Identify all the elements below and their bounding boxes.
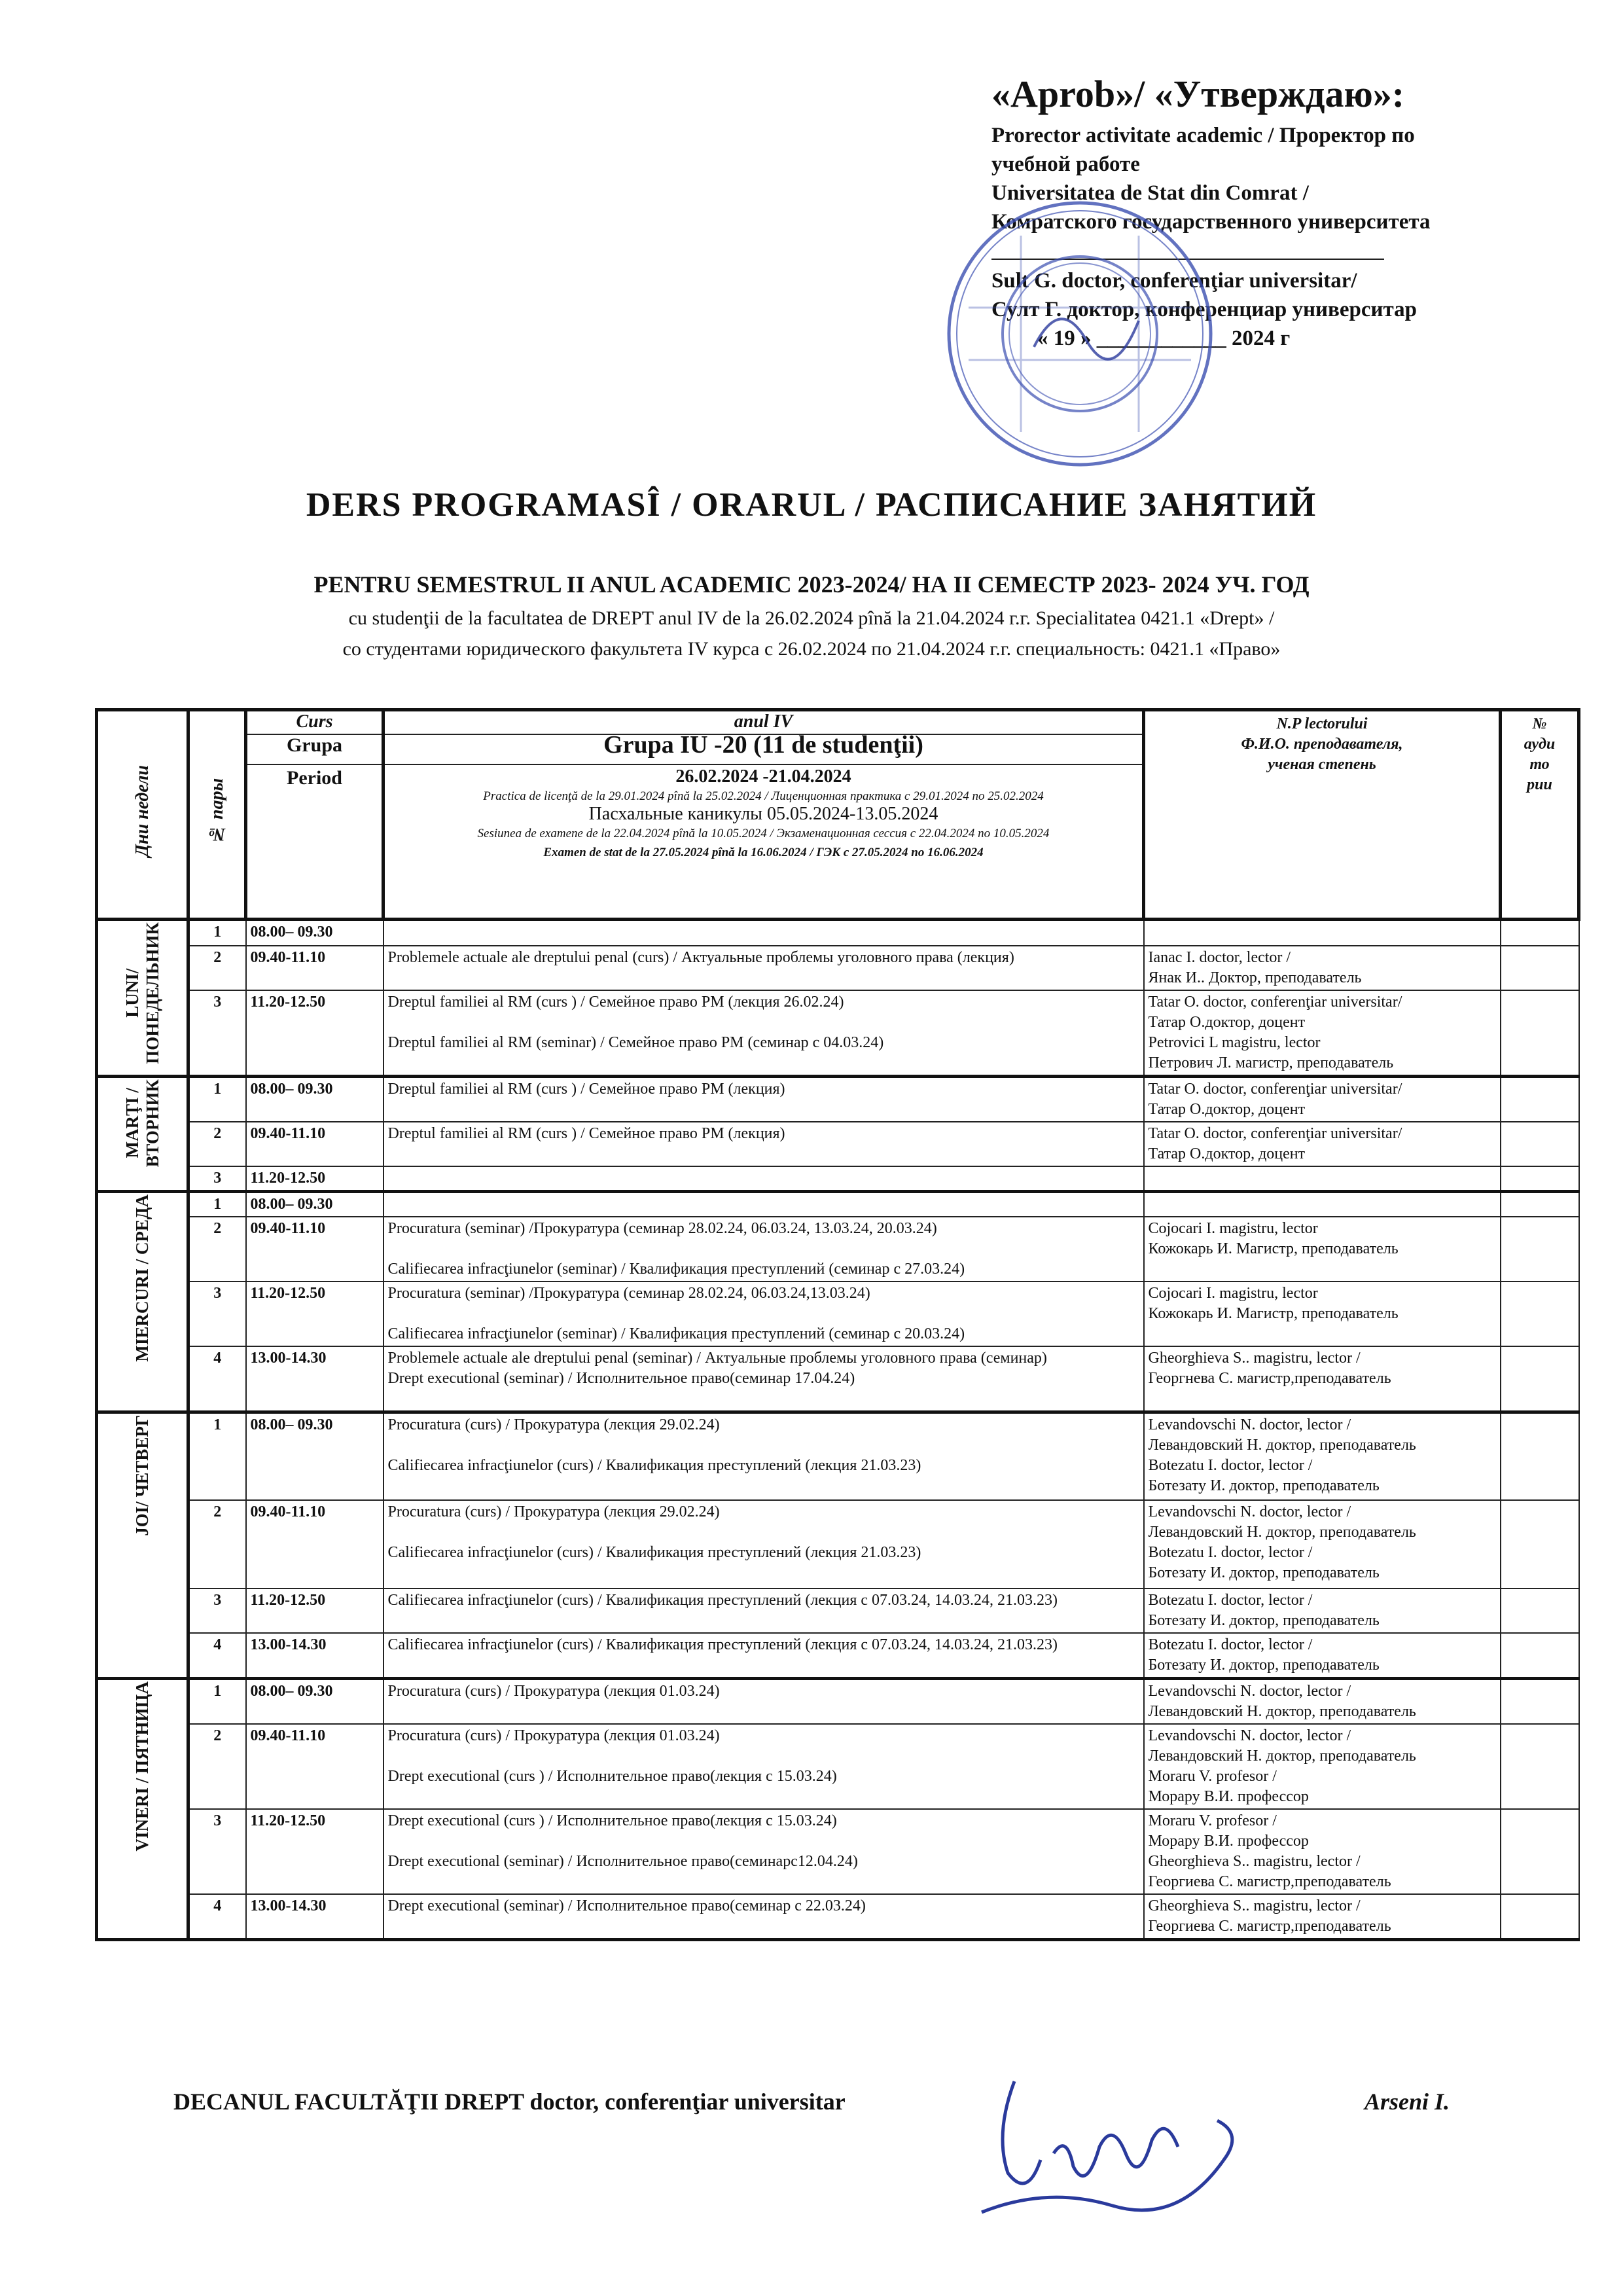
- room-cell: [1501, 1122, 1579, 1166]
- approval-date: « 19 » ____________ 2024 г: [1037, 327, 1291, 350]
- pair-number: 1: [188, 1077, 246, 1122]
- room-cell: [1501, 1500, 1579, 1588]
- pair-column-header: № пары: [188, 710, 246, 920]
- room-cell: [1501, 1679, 1579, 1725]
- table-row: [97, 990, 1579, 1077]
- time-slot: 11.20-12.50: [246, 1282, 383, 1346]
- lecturer-cell: Cojocari I. magistru, lector Кожокарь И. Магистр, преподаватель: [1144, 1282, 1501, 1346]
- room-cell: [1501, 1894, 1579, 1940]
- pair-number: 4: [188, 1633, 246, 1679]
- day-name: LUNI/ ПОНЕДЕЛЬНИК: [122, 922, 162, 1064]
- lecturer-cell: [1144, 1166, 1501, 1192]
- pair-number: 3: [188, 1166, 246, 1192]
- time-slot: 09.40-11.10: [246, 1122, 383, 1166]
- table-row: [97, 1192, 1579, 1217]
- room-cell: [1501, 1588, 1579, 1633]
- time-slot: 09.40-11.10: [246, 1217, 383, 1282]
- room-cell: [1501, 920, 1579, 946]
- lecturer-cell: [1144, 1192, 1501, 1217]
- table-row: [97, 1122, 1579, 1166]
- approval-signer: Sult G. doctor, conferenţiar universitar/: [991, 269, 1357, 293]
- session-note: Sesiunea de examene de la 22.04.2024 pînă la 10.05.2024 / Экзаменационная сессия с 22.04.2024 по 10.05.2024: [477, 827, 1050, 840]
- lecturer-cell: [1144, 920, 1501, 946]
- subject-cell: Procuratura (curs) / Прокуратура (лекция 01.03.24): [383, 1679, 1144, 1725]
- lecturer-cell: Tatar O. doctor, conferenţiar universitar/ Татар О.доктор, доцент: [1144, 1122, 1501, 1166]
- lecturer-cell: Botezatu I. doctor, lector / Ботезату И. доктор, преподаватель: [1144, 1588, 1501, 1633]
- time-slot: 08.00– 09.30: [246, 920, 383, 946]
- pair-number: 2: [188, 1217, 246, 1282]
- time-slot: 09.40-11.10: [246, 1500, 383, 1588]
- year-label: anul IV: [385, 711, 1142, 735]
- day-cell: [97, 920, 188, 1077]
- time-slot: 11.20-12.50: [246, 1809, 383, 1894]
- easter-note: Пасхальные каникулы 05.05.2024-13.05.2024: [588, 804, 938, 824]
- lecturer-cell: Tatar O. doctor, conferenţiar universitar/ Татар О.доктор, доцент Petrovici L magistru, lector Петрович Л. магистр, преподаватель: [1144, 990, 1501, 1077]
- university-seal-icon: [942, 196, 1217, 471]
- time-slot: 13.00-14.30: [246, 1633, 383, 1679]
- lecturer-cell: Tatar O. doctor, conferenţiar universitar/ Татар О.доктор, доцент: [1144, 1077, 1501, 1122]
- table-row: [97, 1633, 1579, 1679]
- room-cell: [1501, 1077, 1579, 1122]
- pair-number: 3: [188, 1809, 246, 1894]
- practice-note: Practica de licenţă de la 29.01.2024 pînă la 25.02.2024 / Лиценционная практика с 29.01.2024 по 25.02.2024: [483, 789, 1044, 803]
- room-cell: [1501, 1346, 1579, 1412]
- lecturer-cell: Levandovschi N. doctor, lector / Левандовский Н. доктор, преподаватель Moraru V. profesor / Морару В.И. профессор: [1144, 1724, 1501, 1809]
- time-slot: 09.40-11.10: [246, 1724, 383, 1809]
- dean-name: Arseni I.: [1364, 2089, 1450, 2115]
- pair-number: 2: [188, 1122, 246, 1166]
- time-slot: 11.20-12.50: [246, 1588, 383, 1633]
- approval-line: Universitatea de Stat din Comrat /: [991, 181, 1309, 205]
- pair-number: 3: [188, 990, 246, 1077]
- dean-signature-icon: [916, 2055, 1283, 2238]
- subject-cell: Drept executional (seminar) / Исполнительное право(семинар с 22.03.24): [383, 1894, 1144, 1940]
- schedule-table: [95, 708, 1577, 2017]
- table-row: [97, 1809, 1579, 1894]
- subject-cell: Califiecarea infracţiunelor (curs) / Квалификация преступлений (лекция с 07.03.24, 14.03.24, 21.03.23): [383, 1633, 1144, 1679]
- table-row: [97, 1077, 1579, 1122]
- approval-line: учебной работе: [991, 152, 1140, 176]
- grupa-label: Grupa: [247, 735, 382, 765]
- lecturer-cell: Cojocari I. magistru, lector Кожокарь И. Магистр, преподаватель: [1144, 1217, 1501, 1282]
- subject-cell: Procuratura (seminar) /Прокуратура (семинар 28.02.24, 06.03.24, 13.03.24, 20.03.24) Califiecarea infracţiunelor (seminar) / Квалификация преступлений (семинар с 27.03.24): [383, 1217, 1144, 1282]
- room-cell: [1501, 990, 1579, 1077]
- table-row: [97, 1679, 1579, 1725]
- group-name: Grupa IU -20 (11 de studenţii): [385, 735, 1142, 765]
- room-cell: [1501, 1217, 1579, 1282]
- subject-cell: Procuratura (curs) / Прокуратура (лекция 01.03.24) Drept executional (curs ) / Исполнительное право(лекция с 15.03.24): [383, 1724, 1144, 1809]
- subject-cell: Procuratura (curs) / Прокуратура (лекция 29.02.24) Califiecarea infracţiunelor (curs) / Квалификация преступлений (лекция 21.03.23): [383, 1500, 1144, 1588]
- day-name: VINERI / ПЯТНИЦА: [132, 1681, 152, 1852]
- time-slot: 11.20-12.50: [246, 990, 383, 1077]
- room-cell: [1501, 1809, 1579, 1894]
- subject-cell: Procuratura (curs) / Прокуратура (лекция 29.02.24) Califiecarea infracţiunelor (curs) / Квалификация преступлений (лекция 21.03.23): [383, 1412, 1144, 1500]
- curs-label: Curs: [247, 711, 382, 735]
- room-cell: [1501, 1412, 1579, 1500]
- table-row: [97, 1166, 1579, 1192]
- room-cell: [1501, 946, 1579, 990]
- date-range: 26.02.2024 -21.04.2024: [675, 766, 851, 787]
- subject-cell: Procuratura (seminar) /Прокуратура (семинар 28.02.24, 06.03.24,13.03.24) Califiecarea infracţiunelor (seminar) / Квалификация преступлений (семинар с 20.03.24): [383, 1282, 1144, 1346]
- pair-number: 1: [188, 920, 246, 946]
- table-row: [97, 1724, 1579, 1809]
- table-row: [97, 1588, 1579, 1633]
- day-name: MARŢI / ВТОРНИК: [122, 1079, 162, 1168]
- pair-number: 4: [188, 1346, 246, 1412]
- lecturer-cell: Levandovschi N. doctor, lector / Левандовский Н. доктор, преподаватель: [1144, 1679, 1501, 1725]
- state-exam-note: Examen de stat de la 27.05.2024 pînă la 16.06.2024 / ГЭК с 27.05.2024 по 16.06.2024: [543, 846, 984, 859]
- room-cell: [1501, 1282, 1579, 1346]
- page-title: DERS PROGRAMASÎ / ORARUL / РАСПИСАНИЕ ЗАНЯТИЙ: [306, 486, 1317, 524]
- table-row: [97, 946, 1579, 990]
- room-column-header: № ауди то рии: [1501, 710, 1579, 920]
- time-slot: 08.00– 09.30: [246, 1412, 383, 1500]
- table-row: [97, 1217, 1579, 1282]
- subject-cell: Dreptul familiei al RM (curs ) / Семейное право РМ (лекция): [383, 1077, 1144, 1122]
- lecturer-column-header: N.P lectorului Ф.И.О. преподавателя, ученая степень: [1144, 710, 1501, 920]
- lecturer-cell: Moraru V. profesor / Морару В.И. профессор Gheorghieva S.. magistru, lector / Георгиева С. магистр,преподаватель: [1144, 1809, 1501, 1894]
- time-slot: 11.20-12.50: [246, 1166, 383, 1192]
- table-row: [97, 1894, 1579, 1940]
- subject-cell: Problemele actuale ale dreptului penal (curs) / Актуальные проблемы уголовного права (лекция): [383, 946, 1144, 990]
- pair-number: 3: [188, 1282, 246, 1346]
- time-slot: 09.40-11.10: [246, 946, 383, 990]
- day-cell: [97, 1412, 188, 1679]
- lecturer-cell: Levandovschi N. doctor, lector / Левандовский Н. доктор, преподаватель Botezatu I. doctor, lector / Ботезату И. доктор, преподаватель: [1144, 1500, 1501, 1588]
- lecturer-cell: Botezatu I. doctor, lector / Ботезату И. доктор, преподаватель: [1144, 1633, 1501, 1679]
- pair-number: 1: [188, 1679, 246, 1725]
- time-slot: 08.00– 09.30: [246, 1077, 383, 1122]
- room-cell: [1501, 1724, 1579, 1809]
- subject-cell: [383, 1166, 1144, 1192]
- room-cell: [1501, 1166, 1579, 1192]
- approval-line: Комратского государственного университета: [991, 210, 1431, 234]
- group-header: [383, 710, 1144, 920]
- pair-number: 2: [188, 1724, 246, 1809]
- dean-label: DECANUL FACULTĂŢII DREPT doctor, conferenţiar universitar: [173, 2089, 846, 2115]
- table-row: [97, 1412, 1579, 1500]
- approval-line: Prorector activitate academic / Проректор по: [991, 124, 1415, 147]
- curs-grupa-period-header: [246, 710, 383, 920]
- day-cell: [97, 1192, 188, 1412]
- lecturer-cell: Ianac I. doctor, lector / Янак И.. Доктор, преподаватель: [1144, 946, 1501, 990]
- subject-cell: Dreptul familiei al RM (curs ) / Семейное право РМ (лекция 26.02.24) Dreptul familiei al RM (seminar) / Семейное право РМ (семинар с 04.03.24): [383, 990, 1144, 1077]
- students-line-ro: cu studenţii de la facultatea de DREPT anul IV de la 26.02.2024 pînă la 21.04.2024 г.г. Specialitatea 0421.1 «Drept» /: [348, 607, 1275, 629]
- time-slot: 13.00-14.30: [246, 1346, 383, 1412]
- semester-heading: PENTRU SEMESTRUL II ANUL ACADEMIC 2023-2024/ НА II СЕМЕСТР 2023- 2024 УЧ. ГОД: [313, 571, 1310, 598]
- subject-cell: [383, 920, 1144, 946]
- room-cell: [1501, 1633, 1579, 1679]
- lecturer-cell: Levandovschi N. doctor, lector / Левандовский Н. доктор, преподаватель Botezatu I. doctor, lector / Ботезату И. доктор, преподаватель: [1144, 1412, 1501, 1500]
- subject-cell: [383, 1192, 1144, 1217]
- students-line-ru: со студентами юридического факультета IV курса с 26.02.2024 по 21.04.2024 г.г. специальность: 0421.1 «Право»: [342, 638, 1281, 660]
- day-name: JOI/ ЧЕТВЕРГ: [132, 1414, 152, 1536]
- day-name: MIERCURI / СРЕДА: [132, 1194, 152, 1362]
- pair-number: 2: [188, 946, 246, 990]
- subject-cell: Problemele actuale ale dreptului penal (seminar) / Актуальные проблемы уголовного права (семинар) Drept executional (seminar) / Исполнительное право(семинар 17.04.24): [383, 1346, 1144, 1412]
- subject-cell: Drept executional (curs ) / Исполнительное право(лекция с 15.03.24) Drept executional (seminar) / Исполнительное право(семинарс12.04.24): [383, 1809, 1144, 1894]
- time-slot: 08.00– 09.30: [246, 1192, 383, 1217]
- days-column-header: Дни недели: [97, 710, 188, 920]
- table-row: [97, 1500, 1579, 1588]
- approval-heading: «Aprob»/ «Утверждаю»:: [991, 73, 1405, 115]
- approval-signer: Султ Г. доктор, конференциар университар: [991, 298, 1417, 321]
- subject-cell: Dreptul familiei al RM (curs ) / Семейное право РМ (лекция): [383, 1122, 1144, 1166]
- table-row: [97, 920, 1579, 946]
- table-row: [97, 1346, 1579, 1412]
- subject-cell: Califiecarea infracţiunelor (curs) / Квалификация преступлений (лекция с 07.03.24, 14.03.24, 21.03.23): [383, 1588, 1144, 1633]
- lecturer-cell: Gheorghieva S.. magistru, lector / Георгиева С. магистр,преподаватель: [1144, 1894, 1501, 1940]
- table-row: [97, 1282, 1579, 1346]
- time-slot: 13.00-14.30: [246, 1894, 383, 1940]
- time-slot: 08.00– 09.30: [246, 1679, 383, 1725]
- pair-number: 1: [188, 1412, 246, 1500]
- pair-number: 2: [188, 1500, 246, 1588]
- day-cell: [97, 1077, 188, 1192]
- pair-number: 3: [188, 1588, 246, 1633]
- pair-number: 4: [188, 1894, 246, 1940]
- lecturer-cell: Gheorghieva S.. magistru, lector / Георгнева С. магистр,преподаватель: [1144, 1346, 1501, 1412]
- period-label: Period: [287, 767, 342, 789]
- day-cell: [97, 1679, 188, 1940]
- room-cell: [1501, 1192, 1579, 1217]
- pair-number: 1: [188, 1192, 246, 1217]
